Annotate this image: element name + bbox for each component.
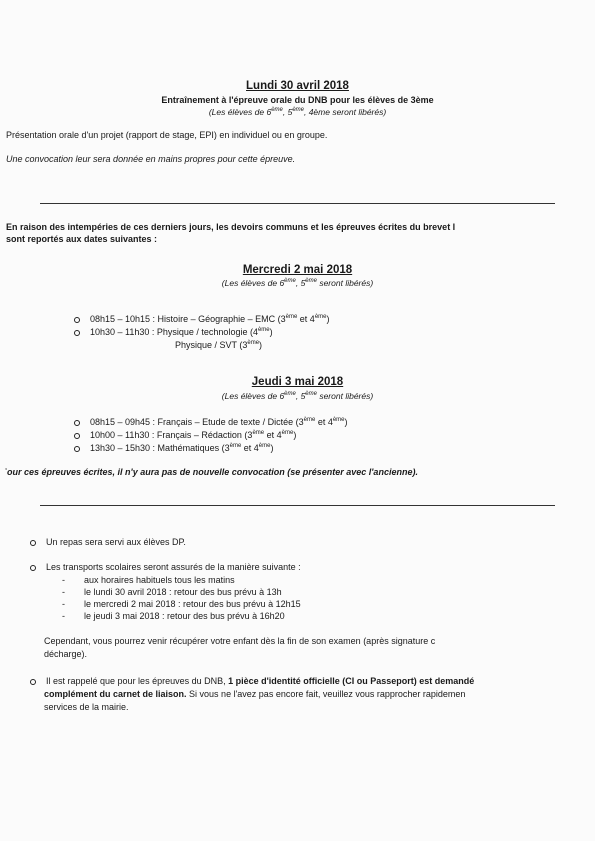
list-item: Il est rappelé que pour les épreuves du DNB, 1 pièce d'identité officielle (CI ou Passeport) est demandé [30, 676, 474, 686]
subtitle-oral: Entraînement à l'épreuve orale du DNB pour les élèves de 3ème [161, 95, 434, 105]
list-item: 10h30 – 11h30 : Physique / technologie (4ème) [74, 327, 273, 337]
list-item: Les transports scolaires seront assurés de la manière suivante : [30, 562, 301, 572]
heading-mercredi: Mercredi 2 mai 2018 [242, 264, 353, 276]
list-item: Un repas sera servi aux élèves DP. [30, 537, 186, 547]
intro-line-1: En raison des intempéries de ces derniers jours, les devoirs communs et les épreuves écrites du brevet l [6, 222, 456, 232]
note-lundi: (Les élèves de 6ème, 5ème, 4ème seront libérés) [208, 107, 387, 117]
intro-line-2: sont reportés aux dates suivantes : [6, 234, 158, 244]
list-item: 13h30 – 15h30 : Mathématiques (3ème et 4ème) [74, 443, 273, 453]
convocation-note: Une convocation leur sera donnée en mains propres pour cette épreuve. [6, 154, 296, 164]
sub-list-item: - le mercredi 2 mai 2018 : retour des bus prévu à 12h15 [62, 599, 301, 609]
bullet-icon [30, 540, 36, 546]
written-exam-note: ʾour ces épreuves écrites, il n'y aura pas de nouvelle convocation (se présenter avec l'ancienne). [4, 467, 418, 477]
oral-description: Présentation orale d'un projet (rapport de stage, EPI) en individuel ou en groupe. [6, 130, 328, 140]
bullet-icon [74, 433, 80, 439]
sub-list-item: - aux horaires habituels tous les matins [62, 575, 235, 585]
bullet-icon [74, 330, 80, 336]
sub-list-item: - le lundi 30 avril 2018 : retour des bus prévu à 13h [62, 587, 282, 597]
bullet-icon [30, 565, 36, 571]
note-mercredi: (Les élèves de 6ème, 5ème seront libérés) [221, 278, 374, 288]
list-item-continuation: Physique / SVT (3ème) [175, 340, 263, 350]
bullet-icon [74, 446, 80, 452]
pickup-note-line-1: Cependant, vous pourrez venir récupérer votre enfant dès la fin de son examen (après signature c [44, 636, 436, 646]
pickup-note-line-2: décharge). [44, 649, 88, 659]
heading-lundi: Lundi 30 avril 2018 [246, 80, 349, 92]
divider-1 [40, 203, 555, 204]
sub-list-item: - le jeudi 3 mai 2018 : retour des bus prévu à 16h20 [62, 611, 285, 621]
bullet-icon [30, 679, 36, 685]
list-item: 10h00 – 11h30 : Français – Rédaction (3ème et 4ème) [74, 430, 296, 440]
bullet-icon [74, 317, 80, 323]
id-note-line-3: services de la mairie. [44, 702, 129, 712]
bullet-icon [74, 420, 80, 426]
heading-jeudi: Jeudi 3 mai 2018 [251, 376, 344, 388]
list-item: 08h15 – 09h45 : Français – Etude de texte / Dictée (3ème et 4ème) [74, 417, 348, 427]
note-jeudi: (Les élèves de 6ème, 5ème seront libérés) [221, 391, 374, 401]
divider-2 [40, 505, 555, 506]
id-note-line-2: complément du carnet de liaison. Si vous ne l'avez pas encore fait, veuillez vous rapprocher rapidemen [44, 689, 466, 699]
list-item: 08h15 – 10h15 : Histoire – Géographie – EMC (3ème et 4ème) [74, 314, 329, 324]
